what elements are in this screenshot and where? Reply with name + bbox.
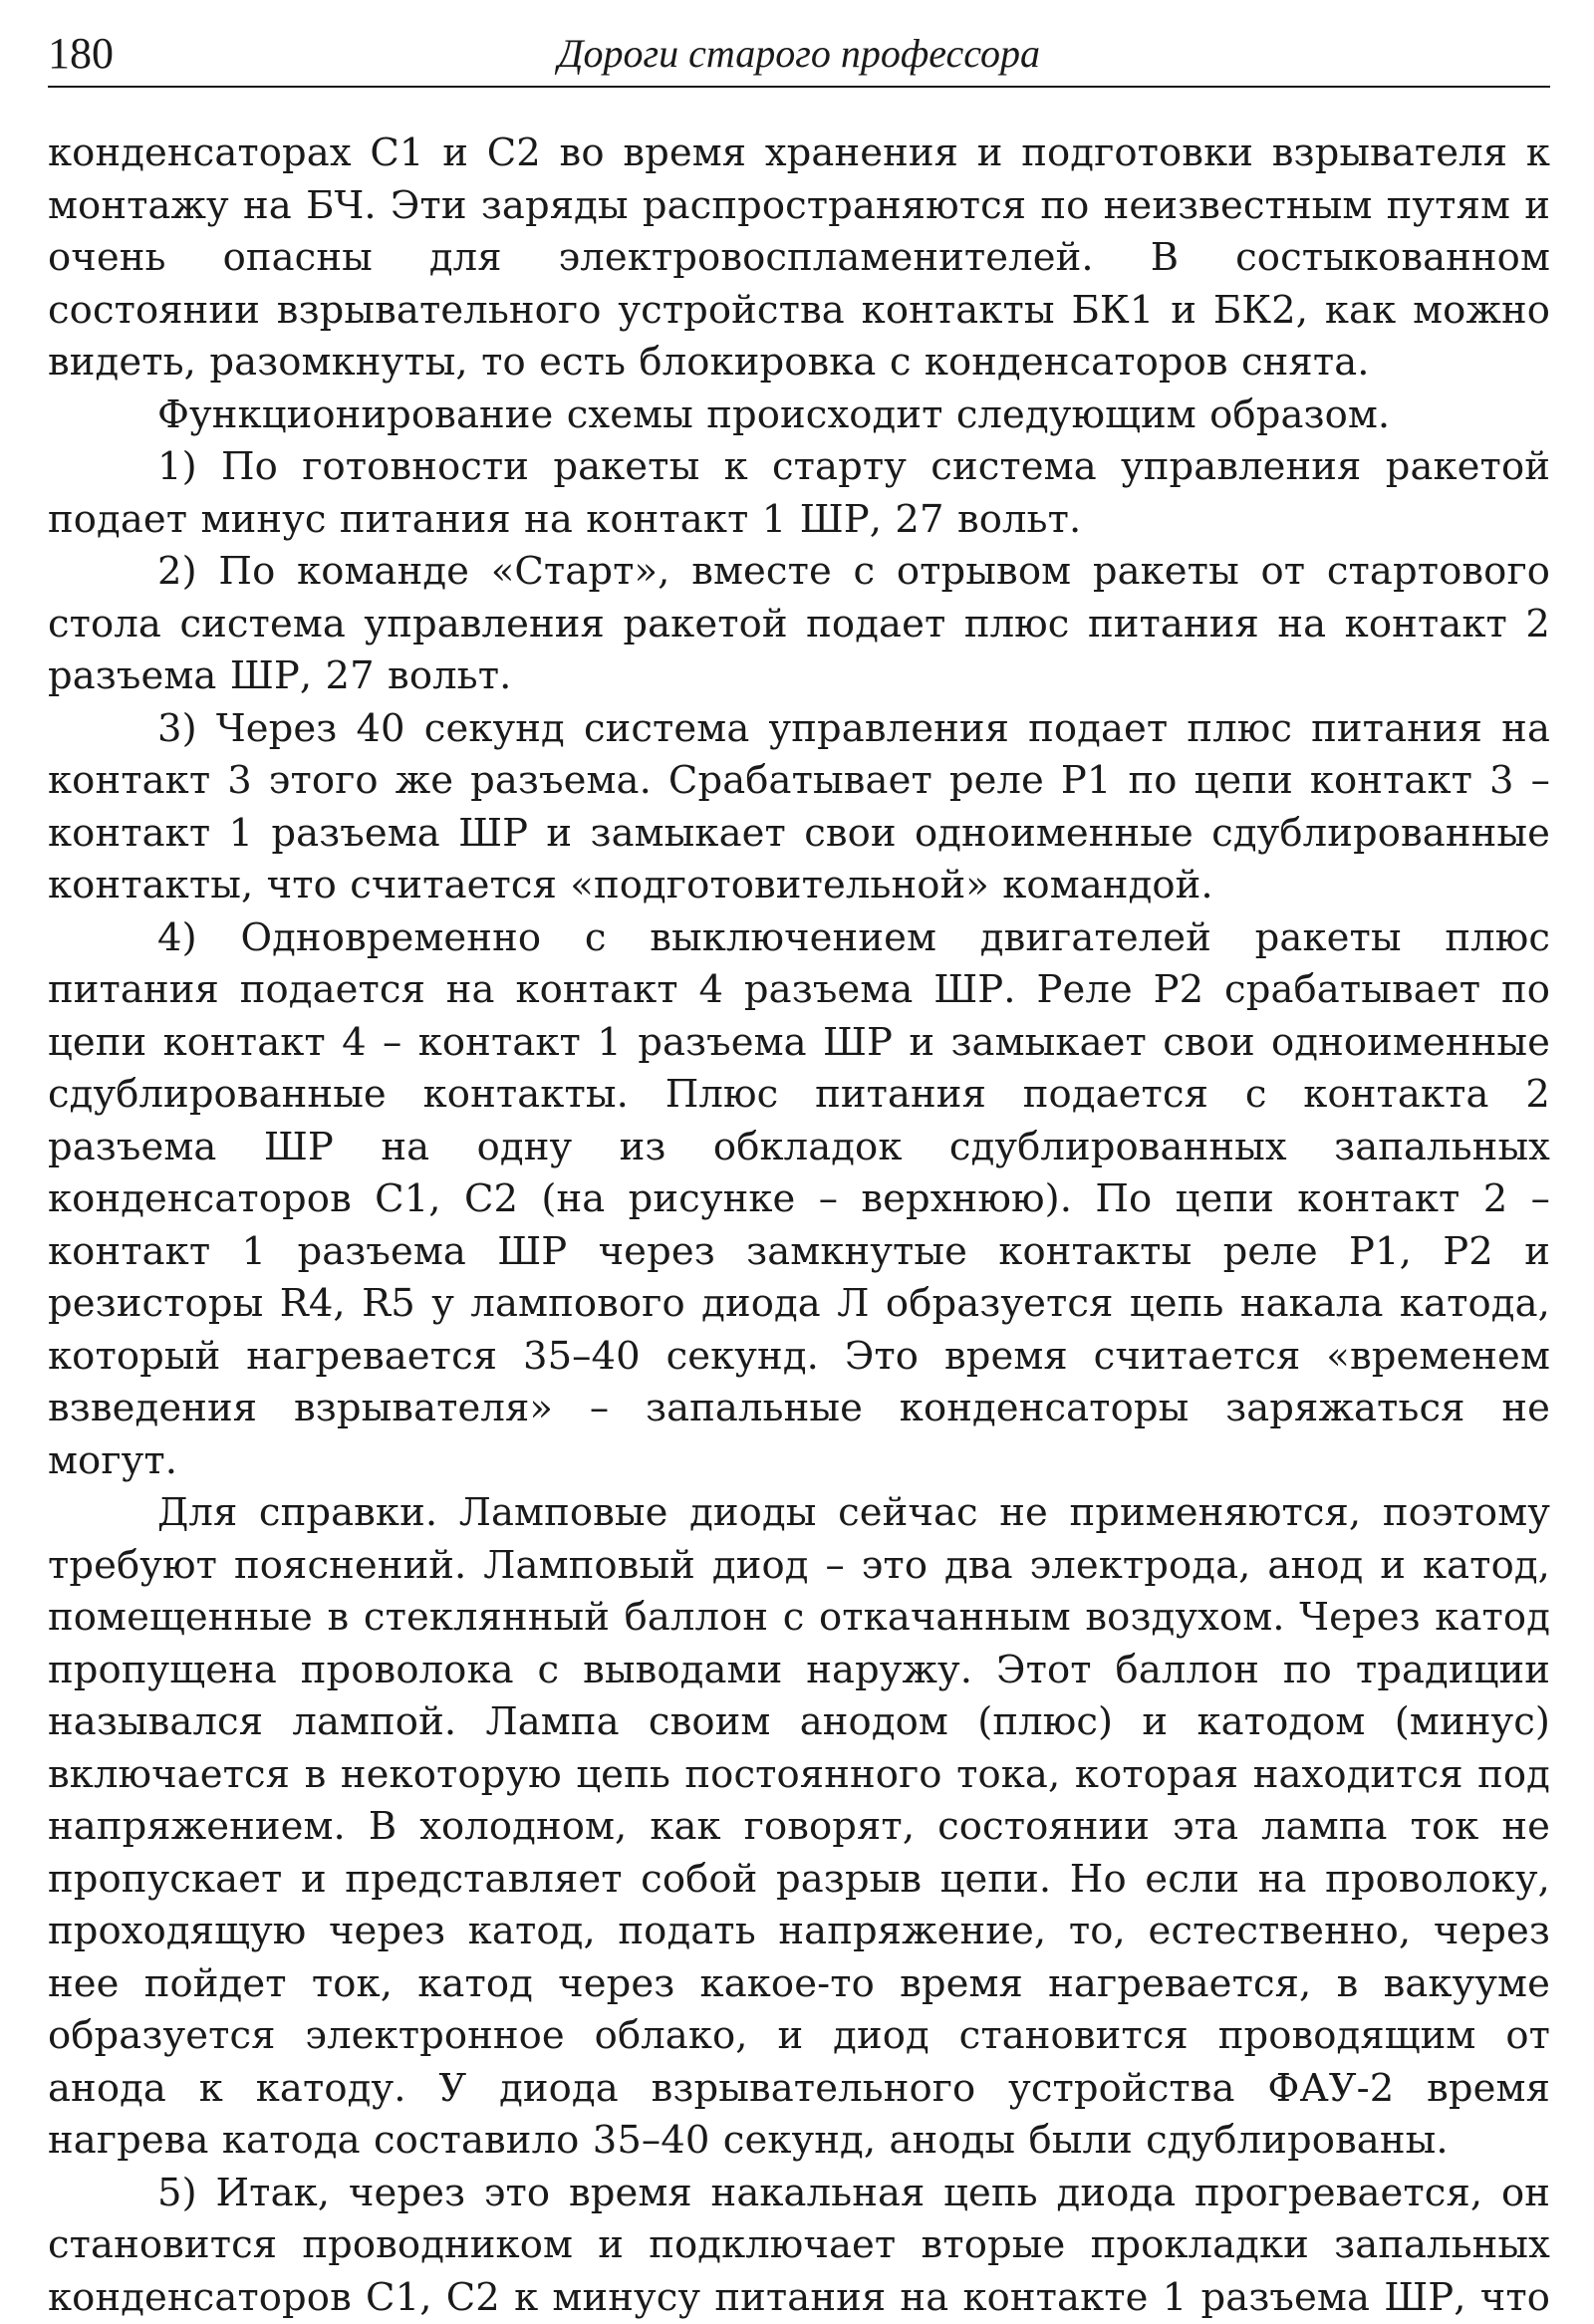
- paragraph-step-2: 2) По команде «Старт», вместе с отрывом ракеты от стартового стола система управления ракетой подает плюс питания на контакт 2 разъема ШР, 27 вольт.: [48, 546, 1550, 703]
- running-header: [48, 22, 1550, 88]
- paragraph-step-1: 1) По готовности ракеты к старту система управления ракетой подает минус питания на контакт 1 ШР, 27 вольт.: [48, 441, 1550, 546]
- running-title: Дороги старого профессора: [48, 28, 1550, 80]
- paragraph-intro: Функционирование схемы происходит следующим образом.: [48, 389, 1550, 442]
- paragraph-step-5: 5) Итак, через это время накальная цепь диода прогревается, он становится проводником и подключает вторые прокладки запальных конденсаторов С1, С2 к минусу питания на контакте 1 разъема ШР, что: [48, 2168, 1550, 2324]
- paragraph-continuation: конденсаторах С1 и С2 во время хранения и подготовки взрывателя к монтажу на БЧ. Эти заряды распространяются по неизвестным путям и очень опасны для электровоспламенителей. В состыкованном состоянии взрывательного устройства контакты БК1 и БК2, как можно видеть, разомкнуты, то есть блокировка с конденсаторов снята.: [48, 128, 1550, 389]
- paragraph-reference-note: Для справки. Ламповые диоды сейчас не применяются, поэтому требуют пояснений. Ламповый диод – это два электрода, анод и катод, помещенные в стеклянный баллон с откачанным воздухом. Через катод пропущена проволока с выводами наружу. Этот баллон по традиции назывался лампой. Лампа своим анодом (плюс) и катодом (минус) включается в некоторую цепь постоянного тока, которая находится под напряжением. В холодном, как говорят, состоянии эта лампа ток не пропускает и представляет собой разрыв цепи. Но если на проволоку, проходящую через катод, подать напряжение, то, естественно, через нее пойдет ток, катод через какое-то время нагревается, в вакууме образуется электронное облако, и диод становится проводящим от анода к катоду. У диода взрывательного устройства ФАУ-2 время нагрева катода составило 35–40 секунд, аноды были сдублированы.: [48, 1487, 1550, 2168]
- paragraph-step-3: 3) Через 40 секунд система управления подает плюс питания на контакт 3 этого же разъема. Срабатывает реле Р1 по цепи контакт 3 – контакт 1 разъема ШР и замыкает свои одноименные сдублированные контакты, что считается «подготовительной» командой.: [48, 703, 1550, 912]
- book-page: [48, 22, 1550, 2324]
- paragraph-step-4: 4) Одновременно с выключением двигателей ракеты плюс питания подается на контакт 4 разъема ШР. Реле Р2 срабатывает по цепи контакт 4 – контакт 1 разъема ШР и замыкает свои одноименные сдублированные контакты. Плюс питания подается с контакта 2 разъема ШР на одну из обкладок сдублированных запальных конденсаторов С1, С2 (на рисунке – верхнюю). По цепи контакт 2 – контакт 1 разъема ШР через замкнутые контакты реле Р1, Р2 и резисторы R4, R5 у лампового диода Л образуется цепь накала катода, который нагревается 35–40 секунд. Это время считается «временем взведения взрывателя» – запальные конденсаторы заряжаться не могут.: [48, 912, 1550, 1488]
- body-text: [48, 128, 1550, 2324]
- page-number: 180: [48, 28, 114, 80]
